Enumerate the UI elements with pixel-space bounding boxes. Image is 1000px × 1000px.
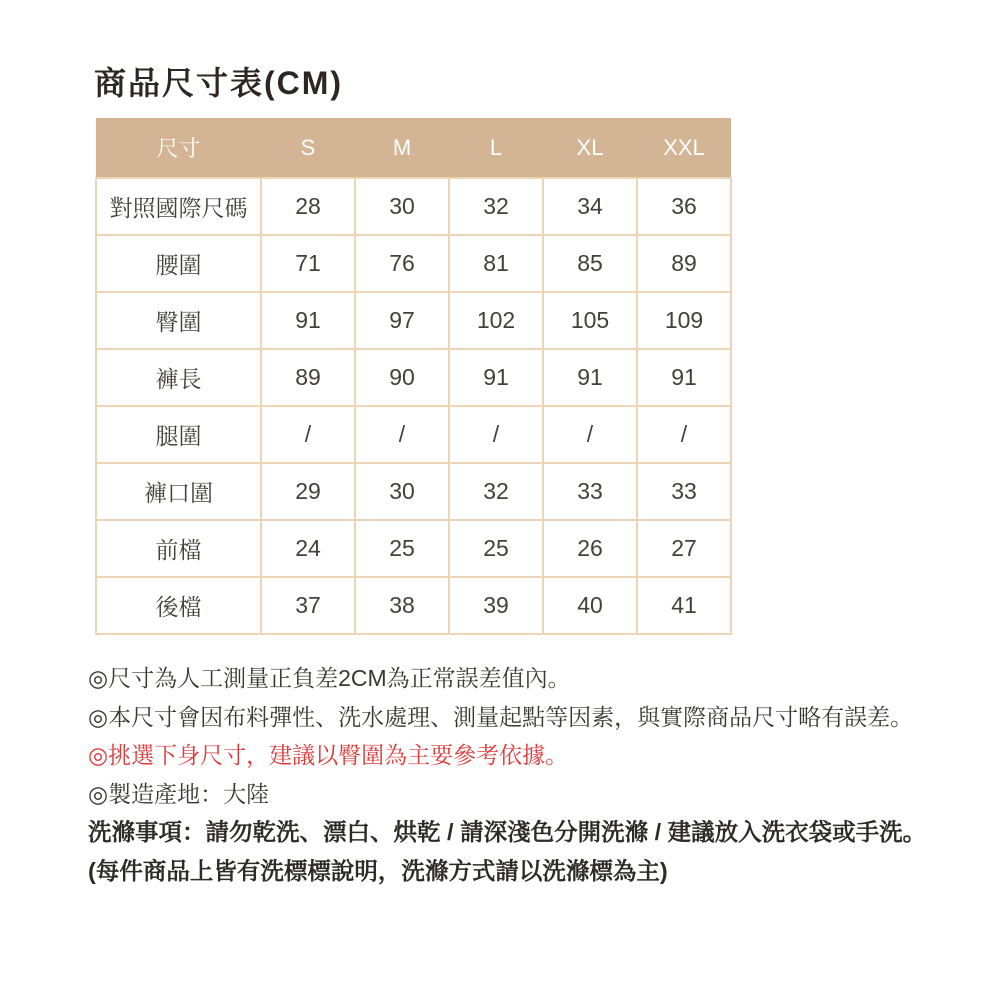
page-title: 商品尺寸表(CM) <box>94 65 344 101</box>
header-cell-xxl: XXL <box>637 118 731 178</box>
size-cell: 102 <box>449 292 543 349</box>
size-cell: 29 <box>261 463 355 520</box>
header-row <box>96 118 731 178</box>
table-row-hip <box>96 292 731 349</box>
notes-section <box>88 659 968 891</box>
size-cell: 33 <box>637 463 731 520</box>
row-label: 後檔 <box>96 577 261 634</box>
table-row-leg-opening <box>96 463 731 520</box>
size-cell: 36 <box>637 178 731 235</box>
size-cell: 25 <box>355 520 449 577</box>
table-row-waist <box>96 235 731 292</box>
header-cell-l: L <box>449 118 543 178</box>
size-cell: 81 <box>449 235 543 292</box>
header-cell-xl: XL <box>543 118 637 178</box>
care-label-note: (每件商品上皆有洗標標說明，洗滌方式請以洗滌標為主) <box>88 858 668 885</box>
size-cell: 91 <box>449 349 543 406</box>
size-cell: 26 <box>543 520 637 577</box>
size-cell: 32 <box>449 178 543 235</box>
size-cell: 71 <box>261 235 355 292</box>
row-label: 臀圍 <box>96 292 261 349</box>
header-cell-s: S <box>261 118 355 178</box>
size-cell: / <box>637 406 731 463</box>
size-cell: 41 <box>637 577 731 634</box>
size-cell: 27 <box>637 520 731 577</box>
header-cell-size: 尺寸 <box>96 118 261 178</box>
size-cell: 34 <box>543 178 637 235</box>
size-cell: 39 <box>449 577 543 634</box>
table-row-thigh <box>96 406 731 463</box>
size-cell: 40 <box>543 577 637 634</box>
size-cell: 28 <box>261 178 355 235</box>
header-cell-m: M <box>355 118 449 178</box>
note-hip-reference: ◎挑選下身尺寸，建議以臀圍為主要參考依據。 <box>88 742 569 769</box>
size-cell: 105 <box>543 292 637 349</box>
row-label: 腿圍 <box>96 406 261 463</box>
row-label: 褲長 <box>96 349 261 406</box>
row-label: 前檔 <box>96 520 261 577</box>
row-label: 褲口圍 <box>96 463 261 520</box>
size-table <box>95 118 732 635</box>
size-cell: 90 <box>355 349 449 406</box>
size-cell: 89 <box>637 235 731 292</box>
table-row-intl-size <box>96 178 731 235</box>
size-table-body <box>96 178 731 634</box>
size-cell: / <box>449 406 543 463</box>
size-cell: 25 <box>449 520 543 577</box>
size-cell: / <box>543 406 637 463</box>
row-label: 腰圍 <box>96 235 261 292</box>
size-cell: 37 <box>261 577 355 634</box>
size-cell: 109 <box>637 292 731 349</box>
size-cell: 91 <box>261 292 355 349</box>
care-instructions: 洗滌事項：請勿乾洗、漂白、烘乾 / 請深淺色分開洗滌 / 建議放入洗衣袋或手洗。 <box>88 819 927 846</box>
size-cell: 30 <box>355 463 449 520</box>
size-cell: 38 <box>355 577 449 634</box>
size-cell: 76 <box>355 235 449 292</box>
note-measurement-tolerance: ◎尺寸為人工測量正負差2CM為正常誤差值內。 <box>88 665 571 691</box>
size-cell: 91 <box>543 349 637 406</box>
size-cell: 85 <box>543 235 637 292</box>
note-fabric-variance: ◎本尺寸會因布料彈性、洗水處理、測量起點等因素，與實際商品尺寸略有誤差。 <box>88 703 914 730</box>
size-cell: 97 <box>355 292 449 349</box>
table-row-front-rise <box>96 520 731 577</box>
size-table-header <box>96 118 731 178</box>
table-row-pants-length <box>96 349 731 406</box>
row-label: 對照國際尺碼 <box>96 178 261 235</box>
size-cell: 30 <box>355 178 449 235</box>
size-cell: 89 <box>261 349 355 406</box>
table-row-back-rise <box>96 577 731 634</box>
size-cell: 32 <box>449 463 543 520</box>
size-cell: 24 <box>261 520 355 577</box>
size-cell: / <box>355 406 449 463</box>
note-origin: ◎製造產地：大陸 <box>88 780 270 807</box>
size-cell: / <box>261 406 355 463</box>
size-cell: 33 <box>543 463 637 520</box>
size-cell: 91 <box>637 349 731 406</box>
